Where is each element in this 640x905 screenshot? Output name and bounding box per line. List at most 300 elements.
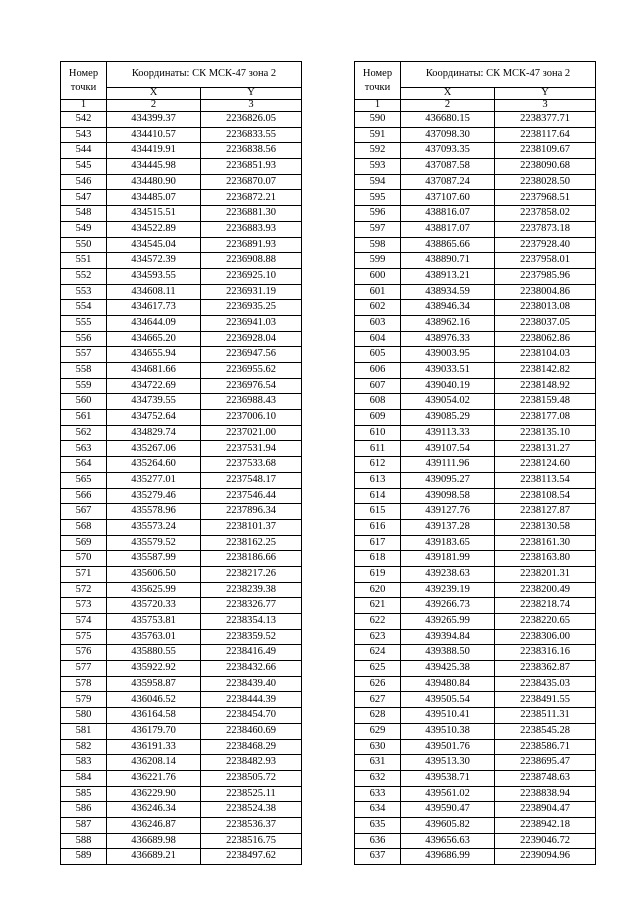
x-coordinate-cell: 439425.38: [401, 661, 495, 677]
x-coordinate-cell: 439561.02: [401, 786, 495, 802]
point-number-cell: 579: [61, 692, 107, 708]
x-coordinate-cell: 434644.09: [107, 315, 201, 331]
x-coordinate-cell: 434655.94: [107, 347, 201, 363]
y-coordinate-cell: 2239046.72: [495, 833, 596, 849]
table-row: [355, 833, 596, 849]
y-coordinate-cell: 2238090.68: [495, 159, 596, 175]
y-coordinate-cell: 2237546.44: [201, 488, 302, 504]
y-coordinate-cell: 2238131.27: [495, 441, 596, 457]
table-row: [61, 268, 302, 284]
table-row: [355, 315, 596, 331]
x-coordinate-cell: 439266.73: [401, 598, 495, 614]
table-row: [355, 692, 596, 708]
point-number-cell: 573: [61, 598, 107, 614]
x-coordinate-cell: 436221.76: [107, 770, 201, 786]
point-number-cell: 606: [355, 363, 401, 379]
table-row: [61, 441, 302, 457]
y-coordinate-cell: 2238109.67: [495, 143, 596, 159]
point-number-cell: 577: [61, 661, 107, 677]
y-coordinate-cell: 2238545.28: [495, 723, 596, 739]
point-number-cell: 570: [61, 551, 107, 567]
x-coordinate-cell: 436229.90: [107, 786, 201, 802]
table-row: [61, 519, 302, 535]
point-number-cell: 563: [61, 441, 107, 457]
point-number-cell: 619: [355, 566, 401, 582]
y-coordinate-cell: 2238838.94: [495, 786, 596, 802]
column-number-3: 3: [201, 100, 302, 112]
table-row: [355, 410, 596, 426]
x-coordinate-cell: 439113.33: [401, 425, 495, 441]
point-number-cell: 633: [355, 786, 401, 802]
point-number-cell: 622: [355, 614, 401, 630]
y-coordinate-cell: 2236872.21: [201, 190, 302, 206]
table-row: [355, 535, 596, 551]
table-row: [61, 410, 302, 426]
point-number-cell: 628: [355, 708, 401, 724]
x-coordinate-cell: 435279.46: [107, 488, 201, 504]
table-row: [61, 708, 302, 724]
table-row: [61, 833, 302, 849]
x-coordinate-cell: 438890.71: [401, 253, 495, 269]
point-number-cell: 601: [355, 284, 401, 300]
table-row: [355, 206, 596, 222]
y-coordinate-cell: 2237548.17: [201, 472, 302, 488]
y-coordinate-cell: 2236976.54: [201, 378, 302, 394]
x-coordinate-cell: 434515.51: [107, 206, 201, 222]
table-row: [61, 190, 302, 206]
y-coordinate-cell: 2238142.82: [495, 363, 596, 379]
y-coordinate-cell: 2238124.60: [495, 457, 596, 473]
x-coordinate-cell: 439107.54: [401, 441, 495, 457]
point-number-cell: 593: [355, 159, 401, 175]
point-number-cell: 578: [61, 676, 107, 692]
table-row: [355, 802, 596, 818]
y-coordinate-cell: 2238482.93: [201, 755, 302, 771]
y-coordinate-cell: 2238377.71: [495, 112, 596, 128]
y-coordinate-cell: 2238444.39: [201, 692, 302, 708]
point-number-cell: 576: [61, 645, 107, 661]
x-coordinate-cell: 439137.28: [401, 519, 495, 535]
x-coordinate-cell: 435625.99: [107, 582, 201, 598]
x-coordinate-cell: 434681.66: [107, 363, 201, 379]
table-row: [355, 441, 596, 457]
x-coordinate-cell: 436164.58: [107, 708, 201, 724]
x-coordinate-cell: 435922.92: [107, 661, 201, 677]
point-number-cell: 548: [61, 206, 107, 222]
x-coordinate-cell: 434608.11: [107, 284, 201, 300]
y-coordinate-cell: 2236955.62: [201, 363, 302, 379]
table-row: [61, 127, 302, 143]
column-number-1: 1: [61, 100, 107, 112]
point-number-cell: 635: [355, 817, 401, 833]
y-coordinate-cell: 2236833.55: [201, 127, 302, 143]
y-coordinate-cell: 2238220.65: [495, 614, 596, 630]
point-number-cell: 557: [61, 347, 107, 363]
x-coordinate-cell: 438934.59: [401, 284, 495, 300]
x-coordinate-cell: 439003.95: [401, 347, 495, 363]
x-coordinate-cell: 439605.82: [401, 817, 495, 833]
y-coordinate-cell: 2236931.19: [201, 284, 302, 300]
point-number-cell: 611: [355, 441, 401, 457]
x-coordinate-cell: 439181.99: [401, 551, 495, 567]
column-number-2: 2: [107, 100, 201, 112]
point-number-cell: 556: [61, 331, 107, 347]
y-coordinate-cell: 2238161.30: [495, 535, 596, 551]
y-coordinate-cell: 2237896.34: [201, 504, 302, 520]
x-coordinate-cell: 438816.07: [401, 206, 495, 222]
point-number-cell: 634: [355, 802, 401, 818]
point-number-cell: 588: [61, 833, 107, 849]
x-coordinate-cell: 439085.29: [401, 410, 495, 426]
table-row: [61, 614, 302, 630]
y-coordinate-cell: 2238904.47: [495, 802, 596, 818]
table-row: [61, 692, 302, 708]
point-number-cell: 553: [61, 284, 107, 300]
point-number-cell: 549: [61, 221, 107, 237]
table-row: [355, 551, 596, 567]
table-row: [355, 143, 596, 159]
table-row: [61, 300, 302, 316]
y-coordinate-cell: 2238497.62: [201, 849, 302, 865]
point-number-cell: 567: [61, 504, 107, 520]
point-number-cell: 612: [355, 457, 401, 473]
x-coordinate-cell: 439265.99: [401, 614, 495, 630]
point-number-cell: 560: [61, 394, 107, 410]
y-coordinate-cell: 2238942.18: [495, 817, 596, 833]
y-coordinate-cell: 2238117.64: [495, 127, 596, 143]
table-row: [61, 363, 302, 379]
y-coordinate-cell: 2238439.40: [201, 676, 302, 692]
table-row: [61, 112, 302, 128]
point-number-cell: 554: [61, 300, 107, 316]
y-coordinate-cell: 2238177.08: [495, 410, 596, 426]
point-number-cell: 602: [355, 300, 401, 316]
point-number-cell: 571: [61, 566, 107, 582]
table-row: [355, 755, 596, 771]
table-row: [355, 849, 596, 865]
table-row: [61, 221, 302, 237]
y-coordinate-cell: 2236941.03: [201, 315, 302, 331]
x-coordinate-cell: 436689.98: [107, 833, 201, 849]
y-coordinate-cell: 2238326.77: [201, 598, 302, 614]
x-coordinate-cell: 435763.01: [107, 629, 201, 645]
coordinates-table-right: [354, 61, 596, 865]
table-row: [355, 190, 596, 206]
point-number-cell: 626: [355, 676, 401, 692]
x-coordinate-cell: 438946.34: [401, 300, 495, 316]
y-coordinate-cell: 2237928.40: [495, 237, 596, 253]
table-row: [355, 253, 596, 269]
y-coordinate-cell: 2236851.93: [201, 159, 302, 175]
table-row: [61, 566, 302, 582]
y-coordinate-cell: 2238416.49: [201, 645, 302, 661]
y-coordinate-cell: 2236838.56: [201, 143, 302, 159]
x-coordinate-cell: 439505.54: [401, 692, 495, 708]
y-coordinate-cell: 2237531.94: [201, 441, 302, 457]
x-coordinate-cell: 434593.55: [107, 268, 201, 284]
y-coordinate-cell: 2236826.05: [201, 112, 302, 128]
x-coordinate-cell: 438976.33: [401, 331, 495, 347]
table-row: [355, 472, 596, 488]
table-row: [61, 488, 302, 504]
table-row: [355, 112, 596, 128]
y-coordinate-cell: 2238004.86: [495, 284, 596, 300]
x-coordinate-cell: 434617.73: [107, 300, 201, 316]
table-row: [61, 676, 302, 692]
x-coordinate-cell: 436246.87: [107, 817, 201, 833]
x-coordinate-cell: 434399.37: [107, 112, 201, 128]
y-coordinate-cell: 2237968.51: [495, 190, 596, 206]
table-row: [61, 802, 302, 818]
table-body-right: [355, 112, 596, 865]
table-row: [355, 300, 596, 316]
x-coordinate-cell: 434410.57: [107, 127, 201, 143]
point-number-cell: 596: [355, 206, 401, 222]
table-row: [61, 504, 302, 520]
y-coordinate-cell: 2238062.86: [495, 331, 596, 347]
x-coordinate-cell: 439040.19: [401, 378, 495, 394]
x-coordinate-cell: 439239.19: [401, 582, 495, 598]
table-row: [61, 645, 302, 661]
point-number-cell: 637: [355, 849, 401, 865]
table-row: [355, 425, 596, 441]
y-coordinate-cell: 2238201.31: [495, 566, 596, 582]
y-coordinate-cell: 2237958.01: [495, 253, 596, 269]
table-row: [61, 817, 302, 833]
y-coordinate-cell: 2238468.29: [201, 739, 302, 755]
y-coordinate-cell: 2237873.18: [495, 221, 596, 237]
point-number-cell: 552: [61, 268, 107, 284]
point-number-cell: 600: [355, 268, 401, 284]
x-coordinate-cell: 435277.01: [107, 472, 201, 488]
y-coordinate-cell: 2238108.54: [495, 488, 596, 504]
y-coordinate-cell: 2238104.03: [495, 347, 596, 363]
table-row: [355, 614, 596, 630]
point-number-cell: 568: [61, 519, 107, 535]
point-number-cell: 564: [61, 457, 107, 473]
point-number-cell: 591: [355, 127, 401, 143]
point-number-cell: 613: [355, 472, 401, 488]
y-coordinate-cell: 2237985.96: [495, 268, 596, 284]
y-coordinate-cell: 2238536.37: [201, 817, 302, 833]
y-coordinate-cell: 2238127.87: [495, 504, 596, 520]
y-coordinate-cell: 2238695.47: [495, 755, 596, 771]
x-coordinate-cell: 439033.51: [401, 363, 495, 379]
point-number-cell: 624: [355, 645, 401, 661]
point-number-cell: 565: [61, 472, 107, 488]
x-coordinate-cell: 439238.63: [401, 566, 495, 582]
point-number-cell: 590: [355, 112, 401, 128]
point-number-cell: 545: [61, 159, 107, 175]
table-row: [61, 629, 302, 645]
column-number-3: 3: [495, 100, 596, 112]
point-number-cell: 586: [61, 802, 107, 818]
y-coordinate-cell: 2238218.74: [495, 598, 596, 614]
point-number-cell: 544: [61, 143, 107, 159]
x-coordinate-cell: 434739.55: [107, 394, 201, 410]
table-row: [61, 284, 302, 300]
x-coordinate-cell: 435587.99: [107, 551, 201, 567]
point-number-cell: 616: [355, 519, 401, 535]
point-number-cell: 551: [61, 253, 107, 269]
x-coordinate-cell: 437087.24: [401, 174, 495, 190]
y-coordinate-cell: 2236935.25: [201, 300, 302, 316]
x-coordinate-cell: 435880.55: [107, 645, 201, 661]
x-coordinate-cell: 435573.24: [107, 519, 201, 535]
y-coordinate-cell: 2238037.05: [495, 315, 596, 331]
point-number-cell: 559: [61, 378, 107, 394]
y-coordinate-cell: 2238362.87: [495, 661, 596, 677]
point-number-header: Номер точки: [355, 62, 401, 100]
x-coordinate-cell: 436246.34: [107, 802, 201, 818]
y-coordinate-cell: 2238511.31: [495, 708, 596, 724]
table-row: [355, 331, 596, 347]
table-row: [355, 817, 596, 833]
y-coordinate-cell: 2238316.16: [495, 645, 596, 661]
point-number-cell: 627: [355, 692, 401, 708]
table-row: [61, 206, 302, 222]
point-number-cell: 572: [61, 582, 107, 598]
x-coordinate-cell: 439127.76: [401, 504, 495, 520]
point-number-cell: 632: [355, 770, 401, 786]
y-coordinate-cell: 2239094.96: [495, 849, 596, 865]
point-number-cell: 604: [355, 331, 401, 347]
y-header: Y: [201, 88, 302, 100]
point-number-cell: 582: [61, 739, 107, 755]
table-row: [61, 661, 302, 677]
x-coordinate-cell: 434485.07: [107, 190, 201, 206]
x-coordinate-cell: 436680.15: [401, 112, 495, 128]
table-row: [355, 786, 596, 802]
table-row: [61, 472, 302, 488]
x-coordinate-cell: 437098.30: [401, 127, 495, 143]
table-row: [61, 551, 302, 567]
table-row: [355, 347, 596, 363]
x-coordinate-cell: 437107.60: [401, 190, 495, 206]
x-coordinate-cell: 439510.38: [401, 723, 495, 739]
x-coordinate-cell: 434445.98: [107, 159, 201, 175]
coordinates-table-left: [60, 61, 302, 865]
x-coordinate-cell: 439513.30: [401, 755, 495, 771]
y-coordinate-cell: 2238586.71: [495, 739, 596, 755]
x-coordinate-cell: 435958.87: [107, 676, 201, 692]
x-coordinate-cell: 439686.99: [401, 849, 495, 865]
x-coordinate-cell: 434419.91: [107, 143, 201, 159]
x-coordinate-cell: 438817.07: [401, 221, 495, 237]
x-coordinate-cell: 436046.52: [107, 692, 201, 708]
point-number-cell: 636: [355, 833, 401, 849]
y-coordinate-cell: 2238028.50: [495, 174, 596, 190]
x-coordinate-cell: 437087.58: [401, 159, 495, 175]
y-coordinate-cell: 2236928.04: [201, 331, 302, 347]
x-coordinate-cell: 435579.52: [107, 535, 201, 551]
y-coordinate-cell: 2238306.00: [495, 629, 596, 645]
table-row: [61, 849, 302, 865]
y-coordinate-cell: 2238186.66: [201, 551, 302, 567]
table-row: [61, 786, 302, 802]
x-coordinate-cell: 439111.96: [401, 457, 495, 473]
y-coordinate-cell: 2237021.00: [201, 425, 302, 441]
table-row: [355, 174, 596, 190]
y-coordinate-cell: 2238359.52: [201, 629, 302, 645]
table-row: [355, 221, 596, 237]
point-number-cell: 630: [355, 739, 401, 755]
point-number-cell: 615: [355, 504, 401, 520]
table-row: [355, 488, 596, 504]
x-coordinate-cell: 436191.33: [107, 739, 201, 755]
table-row: [355, 629, 596, 645]
column-number-2: 2: [401, 100, 495, 112]
y-coordinate-cell: 2238460.69: [201, 723, 302, 739]
table-row: [355, 378, 596, 394]
x-coordinate-cell: 439501.76: [401, 739, 495, 755]
x-coordinate-cell: 434829.74: [107, 425, 201, 441]
point-number-cell: 617: [355, 535, 401, 551]
table-row: [355, 661, 596, 677]
x-coordinate-cell: 439394.84: [401, 629, 495, 645]
table-row: [61, 582, 302, 598]
x-coordinate-cell: 434665.20: [107, 331, 201, 347]
y-coordinate-cell: 2238200.49: [495, 582, 596, 598]
point-number-cell: 587: [61, 817, 107, 833]
point-number-cell: 610: [355, 425, 401, 441]
table-row: [61, 143, 302, 159]
y-coordinate-cell: 2236947.56: [201, 347, 302, 363]
point-number-cell: 605: [355, 347, 401, 363]
table-row: [61, 457, 302, 473]
table-row: [61, 535, 302, 551]
table-row: [355, 159, 596, 175]
y-coordinate-cell: 2236891.93: [201, 237, 302, 253]
x-coordinate-cell: 438962.16: [401, 315, 495, 331]
x-coordinate-cell: 436689.21: [107, 849, 201, 865]
x-coordinate-cell: 439538.71: [401, 770, 495, 786]
point-number-cell: 618: [355, 551, 401, 567]
table-row: [355, 770, 596, 786]
table-row: [355, 519, 596, 535]
point-number-header: Номер точки: [61, 62, 107, 100]
table-row: [355, 582, 596, 598]
table-row: [61, 315, 302, 331]
x-coordinate-cell: 435606.50: [107, 566, 201, 582]
table-row: [355, 457, 596, 473]
table-row: [355, 739, 596, 755]
y-coordinate-cell: 2238130.58: [495, 519, 596, 535]
point-number-cell: 589: [61, 849, 107, 865]
point-number-cell: 631: [355, 755, 401, 771]
point-number-cell: 558: [61, 363, 107, 379]
x-coordinate-cell: 439510.41: [401, 708, 495, 724]
point-number-cell: 592: [355, 143, 401, 159]
point-number-cell: 598: [355, 237, 401, 253]
y-coordinate-cell: 2238516.75: [201, 833, 302, 849]
point-number-cell: 603: [355, 315, 401, 331]
point-number-cell: 609: [355, 410, 401, 426]
y-header: Y: [495, 88, 596, 100]
point-number-cell: 546: [61, 174, 107, 190]
y-coordinate-cell: 2238435.03: [495, 676, 596, 692]
table-row: [61, 598, 302, 614]
point-number-cell: 595: [355, 190, 401, 206]
point-number-cell: 585: [61, 786, 107, 802]
y-coordinate-cell: 2237533.68: [201, 457, 302, 473]
x-coordinate-cell: 439388.50: [401, 645, 495, 661]
x-coordinate-cell: 439095.27: [401, 472, 495, 488]
x-header: X: [401, 88, 495, 100]
x-coordinate-cell: 434752.64: [107, 410, 201, 426]
y-coordinate-cell: 2236881.30: [201, 206, 302, 222]
point-number-cell: 620: [355, 582, 401, 598]
